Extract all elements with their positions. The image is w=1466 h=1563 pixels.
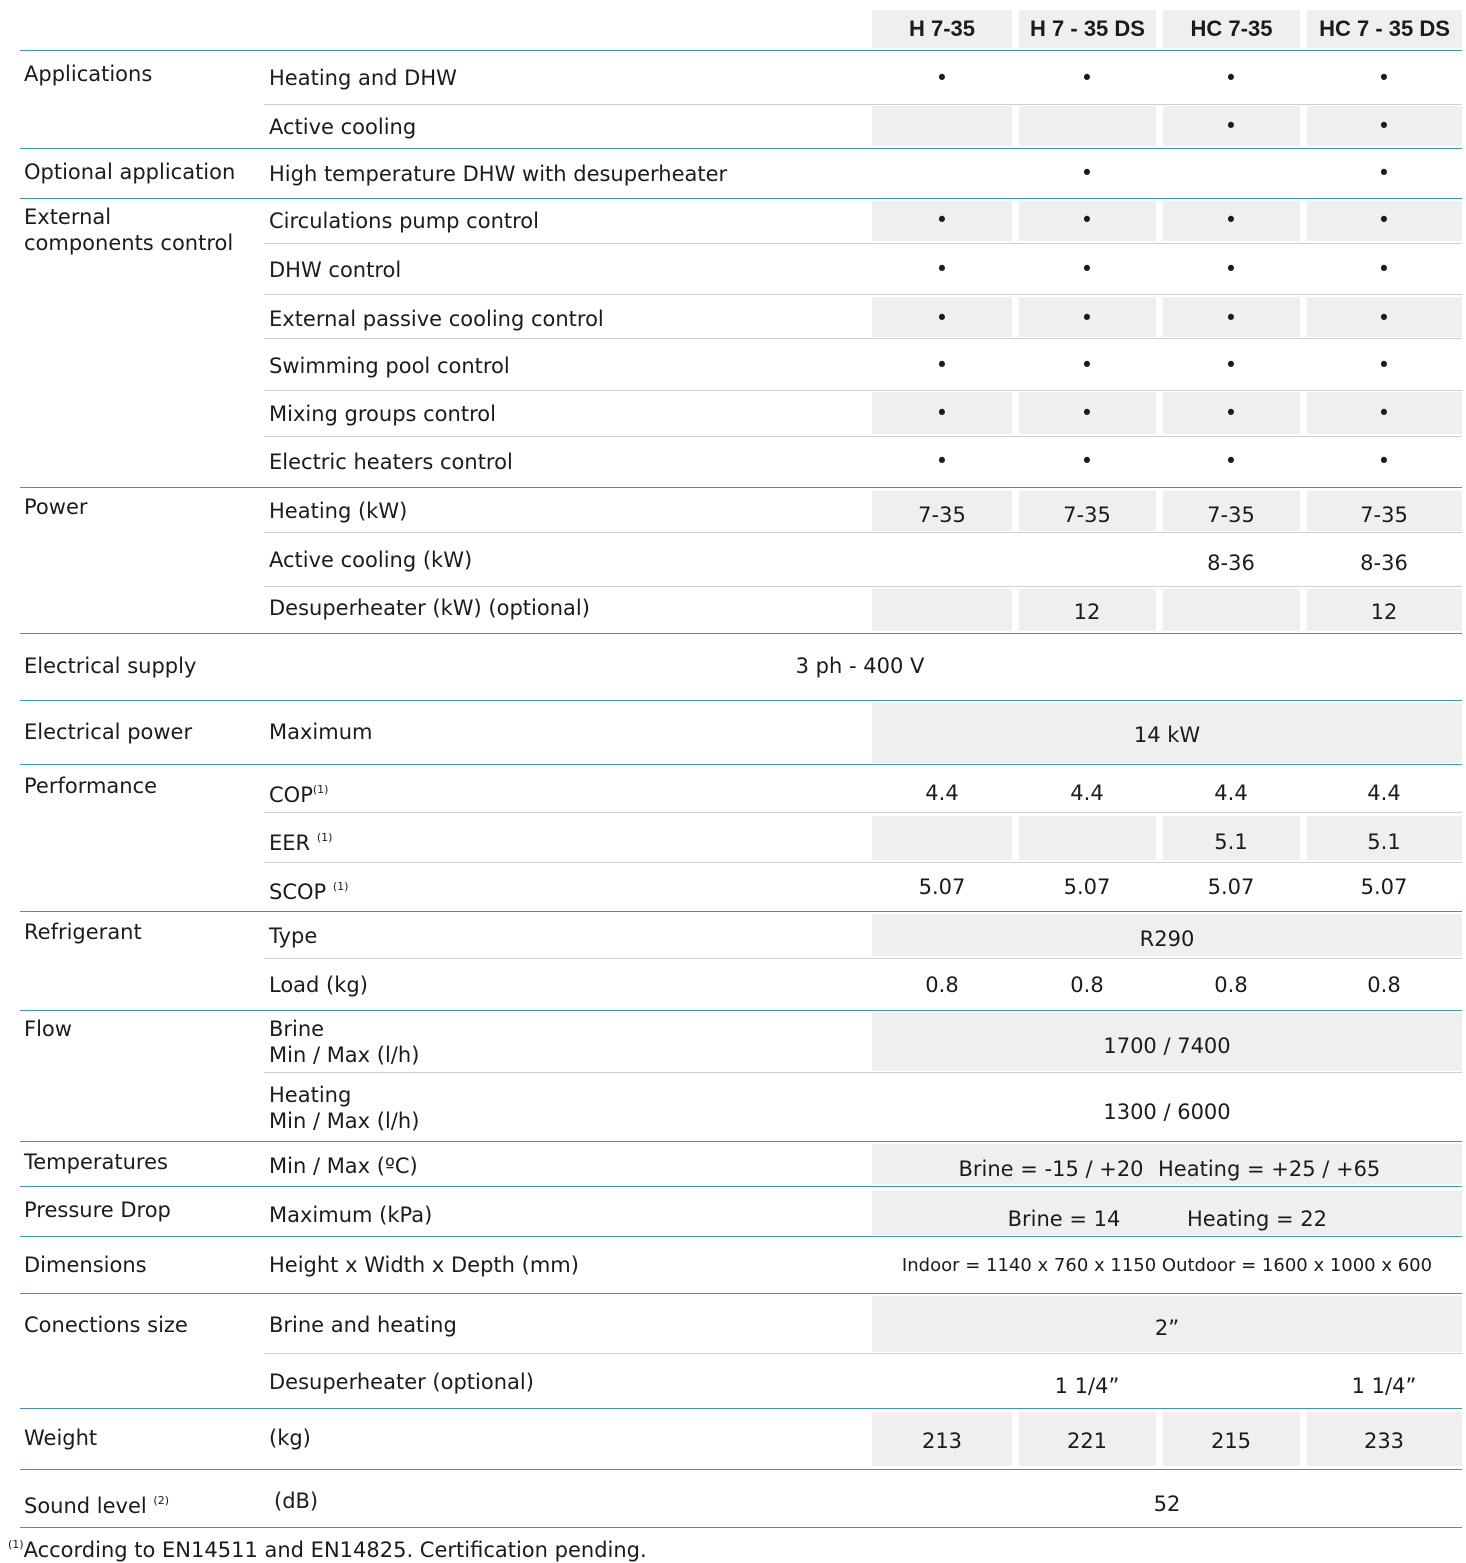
row-label-eer [269,825,332,856]
row-label-desuperheater-optional: Desuperheater (optional) [269,1370,534,1394]
cell-value: • [935,353,949,377]
cell-value: 4.4 [1070,781,1104,805]
row-label-load: Load (kg) [269,973,368,997]
row-divider [264,104,1462,105]
section-divider [20,1527,1462,1528]
row-label-scop [269,874,348,905]
section-divider [20,700,1462,701]
cell-value: 0.8 [1214,973,1248,997]
cell-value: 4.4 [1214,781,1248,805]
cell-value: • [1080,306,1094,330]
cell-value: • [1224,306,1238,330]
cell-value: 8-36 [1207,551,1255,575]
cell-value: • [935,401,949,425]
row-label-high-temp-dhw: High temperature DHW with desuperheater [269,162,728,186]
category-refrigerant: Refrigerant [24,920,142,944]
shade-cell [1019,106,1156,146]
column-header-h-7-35-ds: H 7 - 35 DS [1019,10,1156,48]
cell-value: • [1080,257,1094,281]
cell-value: • [1224,66,1238,90]
row-label-heating-dhw: Heating and DHW [269,66,457,90]
cell-value: 5.07 [918,875,966,899]
cell-value: 213 [921,1429,963,1453]
cell-value: • [935,257,949,281]
row-divider [264,862,1462,863]
shade-cell [872,816,1012,860]
cell-value: • [1377,449,1391,473]
cell-value: • [1377,66,1391,90]
dimensions-value: Indoor = 1140 x 760 x 1150 Outdoor = 1600 x 1000 x 600 [901,1255,1433,1276]
cell-value: • [1224,208,1238,232]
cell-value: • [1224,401,1238,425]
section-divider [20,1469,1462,1470]
cell-value: 7-35 [1207,503,1255,527]
eer-label: EER [269,831,317,855]
flow-heating-value: 1300 / 6000 [1103,1100,1231,1124]
cell-value: 12 [1370,600,1398,624]
section-divider [20,911,1462,912]
category-electrical-power: Electrical power [24,720,193,744]
cell-value: 0.8 [925,973,959,997]
row-label-cop [269,777,328,808]
cell-value: 5.07 [1063,875,1111,899]
row-label-heating-kw: Heating (kW) [269,499,408,523]
row-label-weight-kg: (kg) [269,1426,311,1450]
cell-value: 5.1 [1214,830,1248,854]
cell-value: • [1377,353,1391,377]
cell-value: • [1080,353,1094,377]
row-label-type: Type [269,924,318,948]
row-label-dhw-control: DHW control [269,258,402,282]
shade-cell [1019,816,1156,860]
row-label-maximum: Maximum [269,720,373,744]
row-divider [264,338,1462,339]
row-label-heating-minmax: Min / Max (l/h) [269,1109,420,1133]
cell-value: • [1224,449,1238,473]
row-label-swimming-pool: Swimming pool control [269,354,510,378]
refrigerant-type-value: R290 [1139,927,1195,951]
row-label-electric-heaters: Electric heaters control [269,450,513,474]
cell-value: • [1377,114,1391,138]
section-divider [20,1408,1462,1409]
footnote [8,1532,647,1563]
cell-value: 233 [1363,1429,1405,1453]
row-label-db: (dB) [274,1489,319,1513]
cell-value: 215 [1210,1429,1252,1453]
row-divider [264,1353,1462,1354]
section-divider [20,50,1462,51]
cell-value: 12 [1073,600,1101,624]
cell-value: • [1377,257,1391,281]
footnote-text: According to EN14511 and EN14825. Certification pending. [23,1538,647,1562]
section-divider [20,1186,1462,1187]
cell-value: 8-36 [1360,551,1408,575]
row-label-dimensions: Height x Width x Depth (mm) [269,1253,579,1277]
section-divider [20,633,1462,634]
category-external-components: External [24,205,112,229]
column-header-hc-7-35-ds: HC 7 - 35 DS [1307,10,1462,48]
row-label-mixing-groups: Mixing groups control [269,402,496,426]
row-label-heating: Heating [269,1083,352,1107]
sound-level-label: Sound level [24,1494,154,1518]
cell-value: 0.8 [1070,973,1104,997]
row-label-brine-minmax: Min / Max (l/h) [269,1043,420,1067]
cell-value: • [1377,161,1391,185]
row-divider [264,586,1462,587]
sound-level-footnote-marker: (2) [153,1494,170,1507]
cell-value: 4.4 [925,781,959,805]
cell-value: 4.4 [1367,781,1401,805]
column-header-h-7-35: H 7-35 [872,10,1012,48]
shade-span [872,1191,1462,1235]
cell-value: • [935,66,949,90]
row-label-desuperheater-kw: Desuperheater (kW) (optional) [269,596,590,620]
row-label-brine-heating: Brine and heating [269,1313,457,1337]
cop-label: COP [269,783,313,807]
row-divider [264,812,1462,813]
cell-value: • [1224,257,1238,281]
shade-cell [1163,589,1300,631]
scop-footnote-marker: (1) [332,880,349,893]
category-optional-application: Optional application [24,160,236,184]
connections-brine-heating-value: 2” [1154,1316,1180,1340]
pressure-heating-value: Heating = 22 [1187,1207,1327,1231]
row-divider [264,1072,1462,1073]
shade-cell [872,589,1012,631]
category-electrical-supply: Electrical supply [24,654,197,678]
cell-value: 221 [1066,1429,1108,1453]
cop-footnote-marker: (1) [312,783,329,796]
cell-value: • [1080,161,1094,185]
category-pressure-drop: Pressure Drop [24,1198,171,1222]
section-divider [20,198,1462,199]
category-power: Power [24,495,88,519]
cell-value: 0.8 [1367,973,1401,997]
row-divider [264,390,1462,391]
section-divider [20,148,1462,149]
section-divider [20,764,1462,765]
shade-cell [872,106,1012,146]
cell-value: 7-35 [1063,503,1111,527]
category-dimensions: Dimensions [24,1253,147,1277]
category-performance: Performance [24,774,158,798]
temperature-brine-value: Brine = -15 / +20 [958,1157,1144,1181]
cell-value: • [1377,401,1391,425]
cell-value: 7-35 [918,503,966,527]
row-divider [264,532,1462,533]
scop-label: SCOP [269,880,333,904]
cell-value: • [1377,208,1391,232]
cell-value: • [1377,306,1391,330]
row-label-circulation-pump: Circulations pump control [269,209,539,233]
category-applications: Applications [24,62,153,86]
cell-value: • [935,449,949,473]
eer-footnote-marker: (1) [316,831,333,844]
cell-value: • [1080,208,1094,232]
cell-value: • [1080,401,1094,425]
section-divider [20,1293,1462,1294]
flow-brine-value: 1700 / 7400 [1103,1034,1231,1058]
category-external-components-line2: components control [24,231,234,255]
pressure-brine-value: Brine = 14 [1007,1207,1121,1231]
row-label-active-cooling-kw: Active cooling (kW) [269,548,473,572]
row-divider [264,958,1462,959]
cell-value: 5.07 [1360,875,1408,899]
cell-value: 7-35 [1360,503,1408,527]
sound-level-value: 52 [1153,1492,1181,1516]
cell-value: 5.1 [1367,830,1401,854]
column-header-hc-7-35: HC 7-35 [1163,10,1300,48]
category-connections: Conections size [24,1313,188,1337]
row-divider [264,294,1462,295]
electrical-power-value: 14 kW [1133,723,1201,747]
section-divider [20,1236,1462,1237]
row-label-active-cooling: Active cooling [269,115,417,139]
category-flow: Flow [24,1017,72,1041]
cell-value: 5.07 [1207,875,1255,899]
cell-value: • [1224,114,1238,138]
row-label-passive-cooling: External passive cooling control [269,307,604,331]
category-weight: Weight [24,1426,98,1450]
cell-value: • [935,208,949,232]
category-temperatures: Temperatures [24,1150,168,1174]
electrical-supply-value: 3 ph - 400 V [795,654,925,678]
cell-value: • [935,306,949,330]
cell-value: • [1080,449,1094,473]
row-label-pressure-maximum: Maximum (kPa) [269,1203,433,1227]
cell-value: • [1080,66,1094,90]
row-label-temperatures: Min / Max (ºC) [269,1154,418,1178]
row-divider [264,436,1462,437]
cell-value: 1 1/4” [1351,1374,1417,1398]
row-divider [264,243,1462,244]
section-divider [20,1141,1462,1142]
temperature-heating-value: Heating = +25 / +65 [1158,1157,1381,1181]
row-label-brine: Brine [269,1017,325,1041]
section-divider [20,1010,1462,1011]
cell-value: 1 1/4” [1054,1374,1120,1398]
section-divider [20,487,1462,488]
category-sound-level [24,1488,169,1519]
cell-value: • [1224,353,1238,377]
footnote-marker: (1) [8,1538,24,1551]
